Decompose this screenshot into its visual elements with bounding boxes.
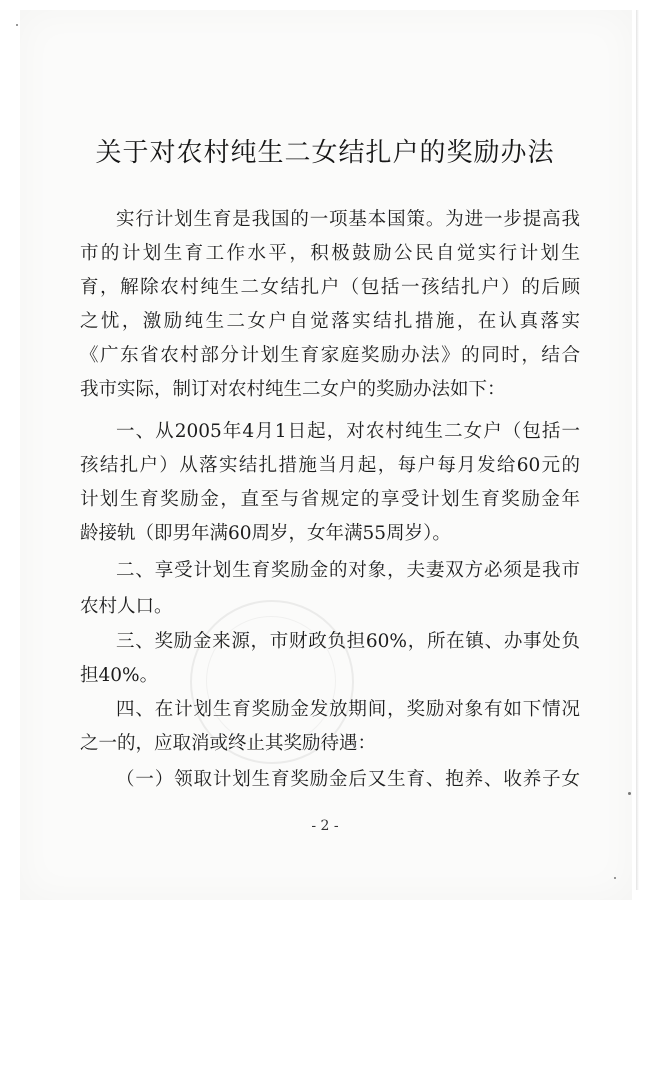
- paragraph-1-line-3: 育，解除农村纯生二女结扎户（包括一孩结扎户）的后顾: [80, 277, 580, 298]
- paragraph-4-line-2: 担40%。: [80, 665, 159, 686]
- paragraph-2-line-3: 计划生育奖励金，直至与省规定的享受计划生育奖励金年: [80, 489, 580, 510]
- paragraph-5-line-2: 之一的，应取消或终止其奖励待遇：: [80, 733, 377, 754]
- scan-speck: [16, 24, 18, 26]
- page-number: - 2 -: [311, 818, 339, 834]
- paragraph-1-line-6: 我市实际，制订对农村纯生二女户的奖励办法如下：: [80, 379, 506, 400]
- paragraph-1-line-4: 之忧，激励纯生二女户自觉落实结扎措施，在认真落实: [80, 311, 580, 332]
- paragraph-3-line-1: 二、享受计划生育奖励金的对象，夫妻双方必须是我市: [116, 560, 580, 581]
- scan-speck: [614, 877, 616, 879]
- paragraph-5-line-1: 四、在计划生育奖励金发放期间，奖励对象有如下情况: [116, 699, 580, 720]
- paragraph-6-line-1: （一）领取计划生育奖励金后又生育、抱养、收养子女: [116, 769, 580, 790]
- paragraph-4-line-1: 三、奖励金来源，市财政负担60%，所在镇、办事处负: [116, 631, 580, 652]
- paragraph-2-line-1: 一、从2005年4月1日起，对农村纯生二女户（包括一: [116, 421, 580, 442]
- paragraph-1-line-5: 《广东省农村部分计划生育家庭奖励办法》的同时，结合: [80, 345, 580, 366]
- paragraph-1-line-2: 市的计划生育工作水平，积极鼓励公民自觉实行计划生: [80, 243, 580, 264]
- paragraph-3-line-2: 农村人口。: [80, 596, 173, 617]
- paragraph-2-line-4: 龄接轨（即男年满60周岁，女年满55周岁）。: [80, 523, 451, 544]
- document-title: 关于对农村纯生二女结扎户的奖励办法: [95, 138, 555, 168]
- scan-speck: [628, 792, 631, 795]
- paragraph-1-line-1: 实行计划生育是我国的一项基本国策。为进一步提高我: [116, 209, 580, 230]
- paragraph-2-line-2: 孩结扎户）从落实结扎措施当月起，每户每月发给60元的: [80, 455, 580, 476]
